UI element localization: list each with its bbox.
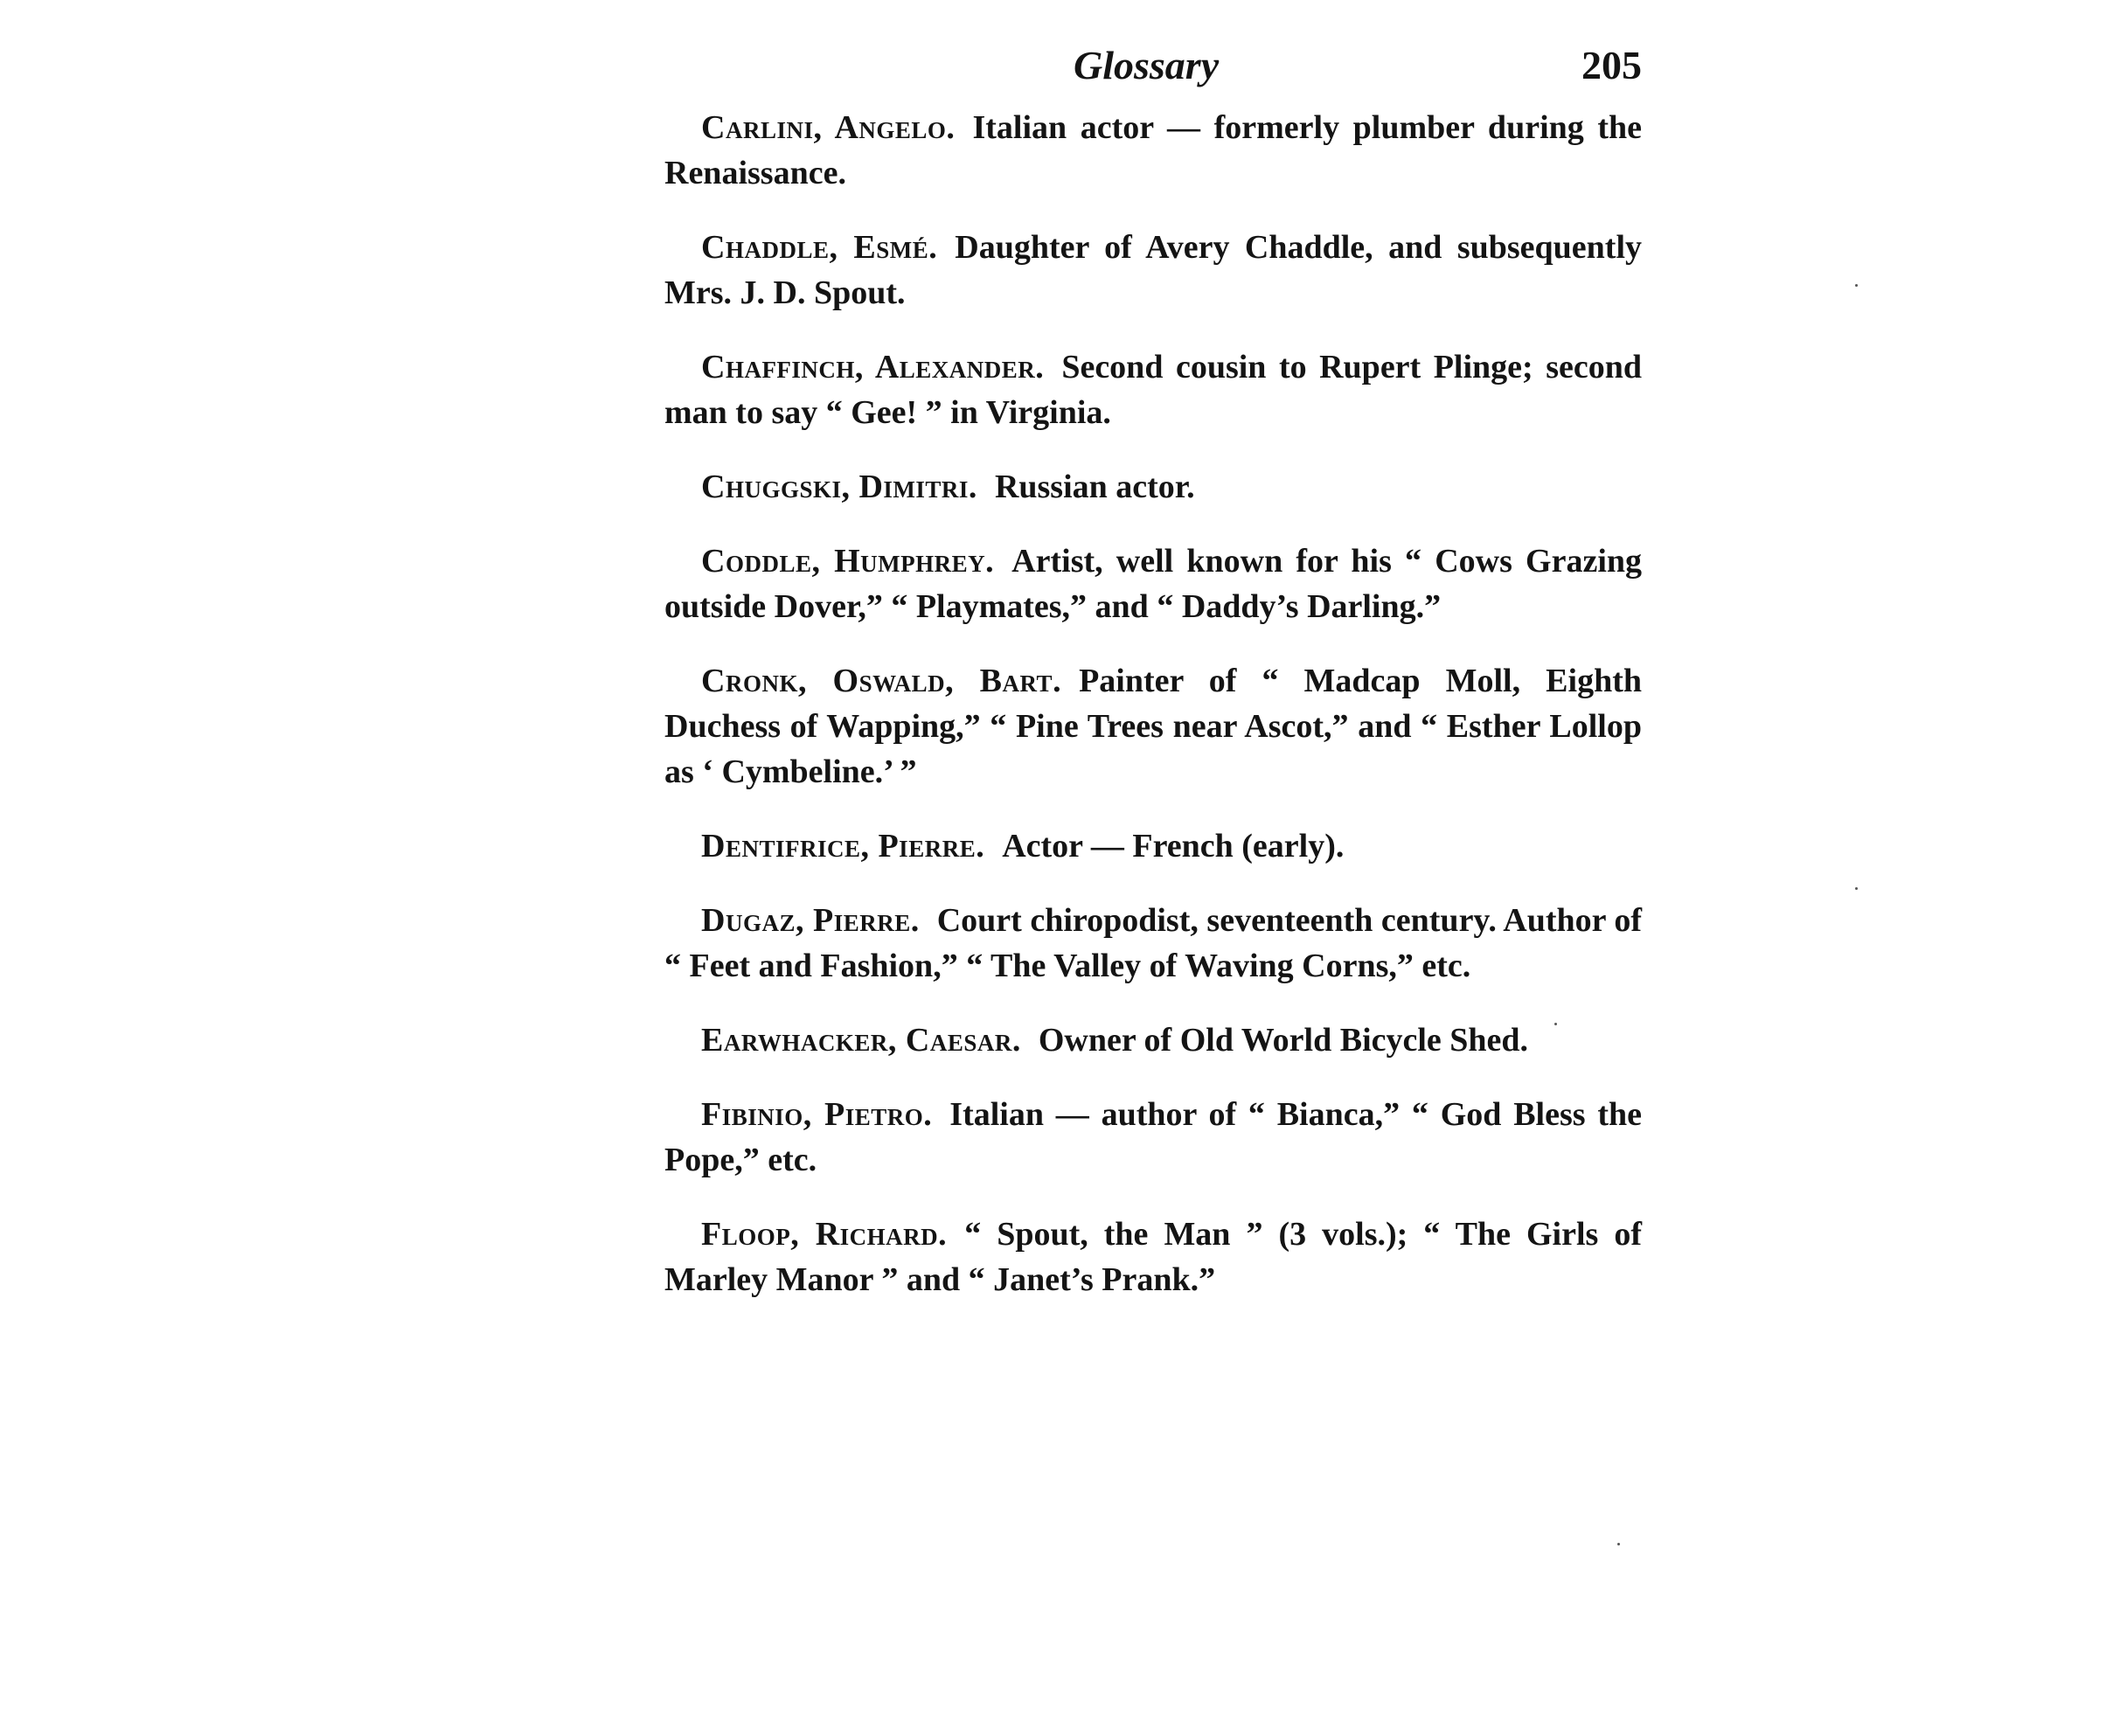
entry-name: Floop, Richard. bbox=[701, 1216, 948, 1253]
entry-name: Chaddle, Esmé. bbox=[701, 229, 938, 266]
glossary-entry bbox=[664, 538, 1642, 629]
glossary-entry bbox=[664, 658, 1642, 795]
book-page bbox=[664, 35, 1642, 1302]
entry-text: Russian actor. bbox=[994, 469, 1195, 505]
entry-text: Daughter of Avery Chaddle, and subsequently Mrs. J. D. Spout. bbox=[664, 229, 1643, 311]
glossary-entry bbox=[664, 464, 1642, 510]
entry-text: Italian — author of “ Bianca,” “ God Bless the Pope,” etc. bbox=[664, 1096, 1642, 1178]
entry-text: Court chiropodist, seventeenth century. Author of “ Feet and Fashion,” “ The Valley of Waving Corns,” etc. bbox=[664, 902, 1643, 984]
entry-name: Fibinio, Pietro. bbox=[701, 1096, 933, 1133]
glossary-entry bbox=[664, 1017, 1642, 1063]
entry-name: Chuggski, Dimitri. bbox=[701, 469, 977, 505]
entry-text: Italian actor — formerly plumber during the Renaissance. bbox=[664, 109, 1643, 191]
entry-text: Owner of Old World Bicycle Shed. bbox=[1038, 1022, 1529, 1059]
entry-text: “ Spout, the Man ” (3 vols.); “ The Girls of Marley Manor ” and “ Janet’s Prank.” bbox=[664, 1216, 1642, 1298]
page-title: Glossary bbox=[1074, 43, 1220, 87]
scan-speck bbox=[1855, 284, 1858, 287]
glossary-list bbox=[664, 105, 1642, 1302]
running-head bbox=[664, 35, 1642, 105]
glossary-entry bbox=[664, 1212, 1642, 1302]
glossary-entry bbox=[664, 105, 1642, 196]
scan-speck bbox=[1855, 887, 1858, 890]
page-number: 205 bbox=[1581, 43, 1642, 87]
glossary-entry bbox=[664, 823, 1642, 869]
glossary-entry bbox=[664, 898, 1642, 989]
entry-name: Carlini, Angelo. bbox=[701, 109, 956, 146]
entry-name: Dentifrice, Pierre. bbox=[701, 828, 985, 865]
entry-name: Coddle, Humphrey. bbox=[701, 543, 995, 580]
entry-name: Chaffinch, Alexander. bbox=[701, 349, 1045, 385]
scan-speck bbox=[1554, 1023, 1557, 1025]
glossary-entry bbox=[664, 225, 1642, 316]
entry-text: Painter of “ Madcap Moll, Eighth Duchess of Wapping,” “ Pine Trees near Ascot,” and “ Esther Lollop as ‘ Cymbeline.’ ” bbox=[664, 663, 1642, 790]
glossary-entry bbox=[664, 344, 1642, 435]
glossary-entry bbox=[664, 1092, 1642, 1183]
entry-text: Actor — French (early). bbox=[1002, 828, 1345, 865]
scan-speck bbox=[1617, 1543, 1620, 1545]
entry-name: Earwhacker, Caesar. bbox=[701, 1022, 1021, 1059]
entry-text: Artist, well known for his “ Cows Grazing outside Dover,” “ Playmates,” and “ Daddy’s Darling.” bbox=[664, 543, 1643, 625]
entry-name: Cronk, Oswald, Bart. bbox=[701, 663, 1062, 699]
entry-name: Dugaz, Pierre. bbox=[701, 902, 920, 939]
entry-text: Second cousin to Rupert Plinge; second man to say “ Gee! ” in Virginia. bbox=[664, 349, 1642, 431]
